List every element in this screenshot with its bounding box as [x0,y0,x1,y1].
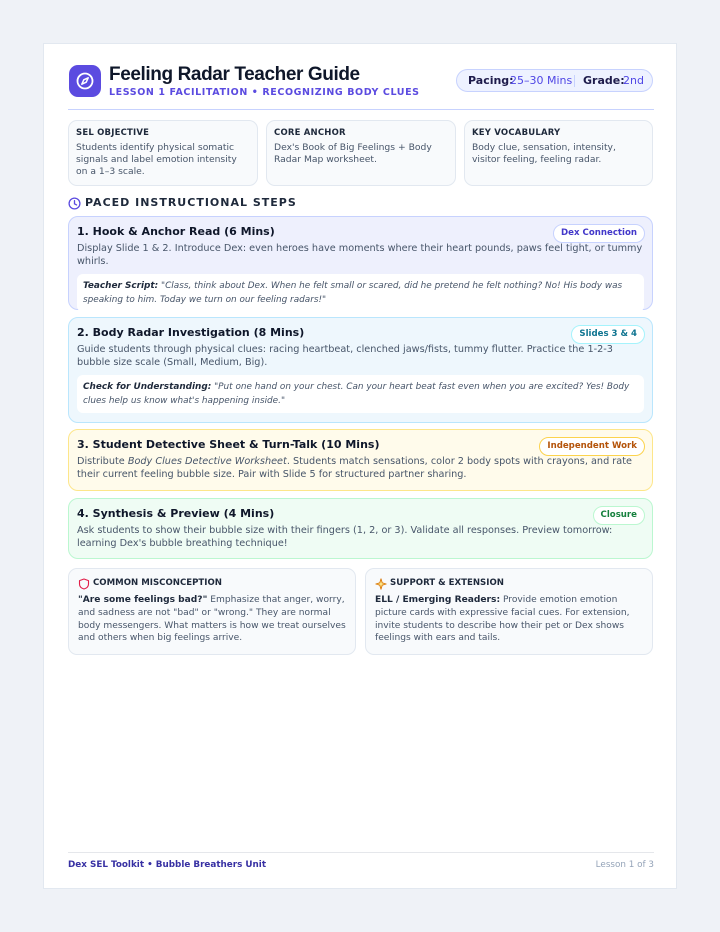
sparkle-icon [375,578,387,590]
note-label: Teacher Script: [83,281,159,291]
card-body [78,594,346,645]
step-title: 2. Body Radar Investigation (8 Mins) [77,326,305,339]
page-subtitle: LESSON 1 FACILITATION • RECOGNIZING BODY CLUES [109,87,420,98]
card-body: Dex's Book of Big Feelings + Body Radar Map worksheet. [274,142,432,165]
page-footer [68,852,654,870]
desc-text: . Students match sensations, color 2 body spots with crayons, and rate their current feeling bubble size. Pair with Slide 5 for structured partner sharing. [77,456,632,480]
lead-text: "Are some feelings bad?" [78,595,208,605]
teacher-script-note [77,274,644,312]
page-title: Feeling Radar Teacher Guide [109,64,360,85]
page-header [68,64,654,110]
core-anchor-card [266,120,456,186]
card-heading: COMMON MISCONCEPTION [93,578,222,588]
card-body [375,594,643,645]
step-3 [68,429,653,491]
misconception-card [68,568,356,655]
card-body: Body clue, sensation, intensity, visitor feeling, feeling radar. [472,142,616,165]
note-label: Check for Understanding: [83,382,212,392]
support-extension-card [365,568,653,655]
check-understanding-note [77,375,644,413]
card-heading: KEY VOCABULARY [472,128,561,138]
step-title: 4. Synthesis & Preview (4 Mins) [77,507,275,520]
body-text: Provide emotion emotion picture cards with expressive facial cues. For extension, invite students to describe how their pet or Dex shows feelings with ears and tails. [375,595,630,644]
shield-icon [78,578,90,590]
sel-objective-card [68,120,258,186]
step-badge: Closure [593,506,645,525]
note-text: "Class, think about Dex. When he felt small or scared, did he pretend he felt nothing? No! His body was speaking to him. Today we turn on our feeling radars!" [83,281,623,305]
step-title: 3. Student Detective Sheet & Turn-Talk (10 Mins) [77,438,380,451]
desc-text: Distribute [77,456,128,467]
pacing-grade-badge [456,69,653,92]
lesson-guide-page [43,43,677,889]
step-4 [68,498,653,559]
step-badge: Slides 3 & 4 [571,325,645,344]
card-heading: CORE ANCHOR [274,128,346,138]
step-1 [68,216,653,310]
step-title: 1. Hook & Anchor Read (6 Mins) [77,225,275,238]
lead-text: ELL / Emerging Readers: [375,595,501,605]
step-2 [68,317,653,423]
grade-label: Grade: [583,74,625,87]
worksheet-title: Body Clues Detective Worksheet [127,456,287,467]
step-badge: Dex Connection [553,224,645,243]
clock-icon [68,197,81,210]
card-heading: SEL OBJECTIVE [76,128,150,138]
card-heading: SUPPORT & EXTENSION [390,578,504,588]
step-description: Ask students to show their bubble size with their fingers (1, 2, or 3). Validate all responses. Preview tomorrow: learning Dex's bubble breathing technique! [77,525,613,549]
grade-value: 2nd [623,74,644,87]
step-badge: Independent Work [539,437,645,456]
footer-toolkit-name: Dex SEL Toolkit • Bubble Breathers Unit [68,860,267,870]
note-text: "Put one hand on your chest. Can your heart beat fast even when you are excited? Yes! Body clues help us know what's happening inside." [83,382,630,406]
step-description: Display Slide 1 & 2. Introduce Dex: even heroes have moments where their heart pounds, paws feel tight, or tummy whirls. [77,243,643,267]
card-body: Students identify physical somatic signals and label emotion intensity on a 1–3 scale. [76,142,237,177]
key-vocabulary-card [464,120,653,186]
pacing-value: 25–30 Mins [510,74,573,87]
footer-page-indicator: Lesson 1 of 3 [595,860,654,870]
step-description [77,456,644,481]
pacing-label: Pacing: [468,74,514,87]
body-text: Emphasize that anger, worry, and sadness are not "bad" or "wrong." They are normal body messengers. What matters is how we treat ourselves and others when big feelings arrive. [78,595,346,644]
pill-divider [574,75,575,87]
section-title-text: PACED INSTRUCTIONAL STEPS [85,196,297,209]
compass-icon [69,65,101,97]
step-description: Guide students through physical clues: racing heartbeat, clenched jaws/fists, tummy flutter. Practice the 1-2-3 bubble size scale (Small, Medium, Big). [77,344,613,368]
